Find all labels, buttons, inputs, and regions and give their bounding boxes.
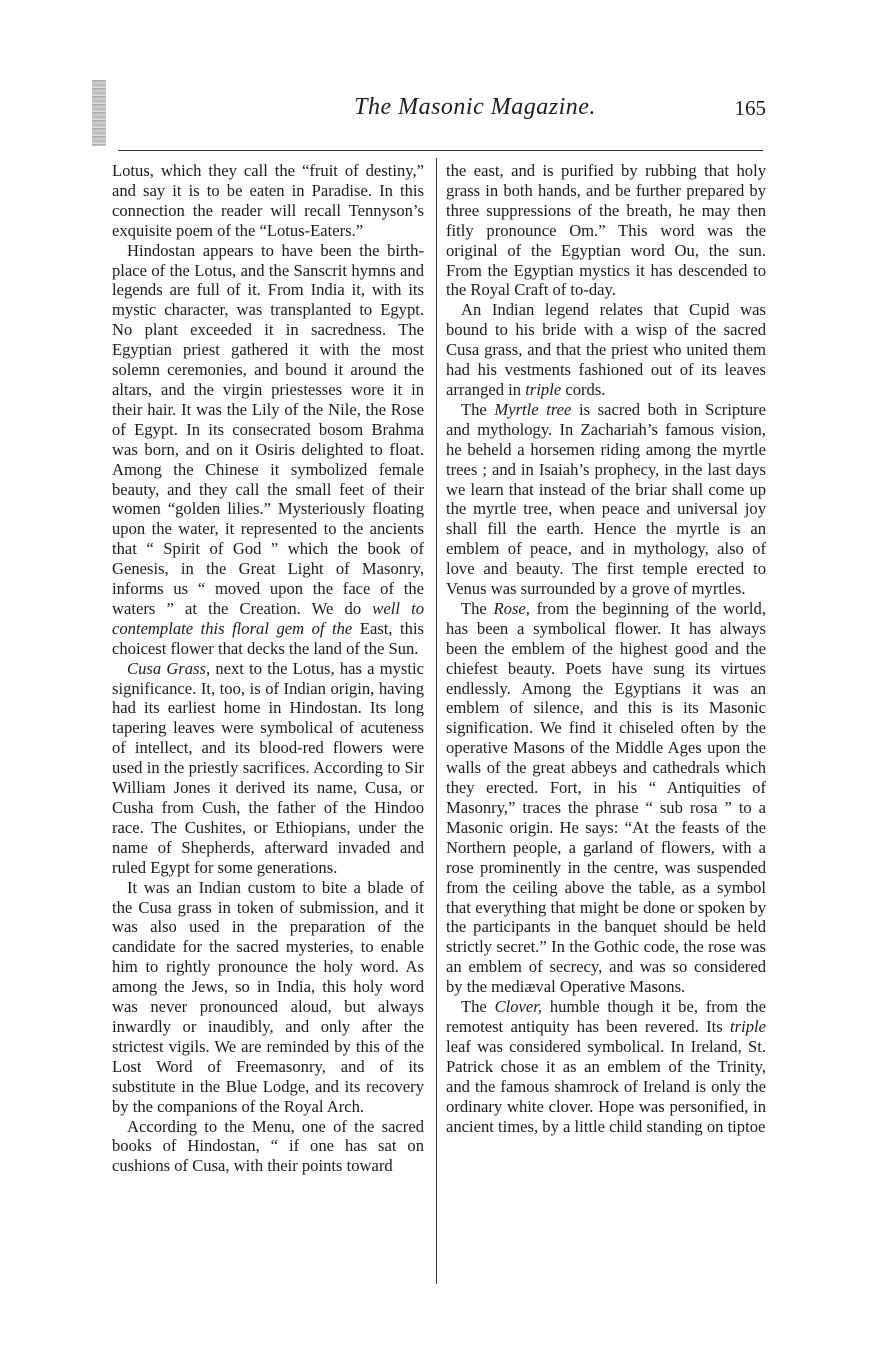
section-term: Rose, (493, 598, 530, 618)
paragraph-lead: The (461, 399, 487, 419)
paragraph (446, 400, 766, 599)
paragraph (446, 599, 766, 997)
left-column (112, 161, 424, 1176)
paragraph-text: leaf was considered symbolical. In Ireland, St. Patrick chose it as an emblem of the Trinity, and the famous shamrock of Ireland is only the ordinary white clover. Hope was personified, in ancient times, by a little child standing on tiptoe (446, 1036, 766, 1136)
section-term: Cusa Grass, (127, 658, 211, 678)
paragraph (112, 878, 424, 1117)
italic-word: triple (730, 1016, 766, 1036)
paragraph-text: It was an Indian custom to bite a blade of the Cusa grass in token of submission, and it was also used in the preparation of the candidate for the sacred mysteries, to enable him to rightly pronounce the holy word. As among the Jews, so in India, this holy word was never pronounced aloud, but always inwardly or inaudibly, and only after the strictest vigils. We are reminded by this of the Lost Word of Freemasonry, and of its substitute in the Blue Lodge, and its recovery by the companions of the Royal Arch. (112, 877, 424, 1116)
paragraph (446, 997, 766, 1136)
paragraph-text: next to the Lotus, has a mystic significance. It, too, is of Indian origin, having had its earliest home in Hindostan. Its long tapering leaves were symbolical of acuteness of intellect, and its blood-red flowers were used in the priestly sacrifices. According to Sir William Jones it derived its name, Cusa, or Cusha from Cush, the father of the Hindoo race. The Cushites, or Ethiopians, under the name of Shepherds, afterward invaded and ruled Egypt for some generations. (112, 658, 424, 877)
italic-phrase: well to contemplate this floral gem of the (112, 598, 424, 638)
paragraph-text: An Indian legend relates that Cupid was bound to his bride with a wisp of the sacred Cusa grass, and that the priest who united them had his vestments fashioned out of its leaves arranged in (446, 300, 766, 399)
header-rule (118, 150, 763, 151)
page-number: 165 (734, 96, 766, 120)
right-column (446, 161, 766, 1136)
section-term: Myrtle tree (494, 399, 572, 419)
paragraph-text: cords. (565, 379, 606, 399)
paragraph-text: Hindostan appears to have been the birth-place of the Lotus, and the Sanscrit hymns and legends are full of it. From India it, with its mystic character, was transplanted to Egypt. No plant exceeded it in sacredness. The Egyptian priest gathered it with the most solemn ceremonies, and bound it around the altars, and the virgin priestesses wore it in their hair. It was the Lily of the Nile, the Rose of Egypt. In its consecrated bosom Brahma was born, and on it Osiris delighted to float. Among the Chinese it symbolized female beauty, and they call the small feet of their women “golden lilies.” Mysteriously floating upon the water, it represented to the ancients that “ Spirit of God ” which the book of Genesis, in the Great Light of Masonry, informs us “ moved upon the face of the waters ” at the Creation. We do (112, 240, 424, 618)
margin-smudge (92, 80, 106, 146)
paragraph-text: East, this choicest flower that decks the land of the Sun. (112, 618, 425, 658)
paragraph-text: According to the Menu, one of the sacred books of Hindostan, “ if one has sat on cushions of Cusa, with their points toward (112, 1116, 424, 1176)
paragraph-text: the east, and is purified by rubbing that holy grass in both hands, and be further prepared by three suppressions of the breath, he may then fitly pronounce Om.” This word was the original of the Egyptian word Ou, the sun. From the Egyptian mystics it has descended to the Royal Craft of to-day. (446, 161, 766, 300)
paragraph (446, 300, 766, 400)
paragraph (112, 1117, 424, 1177)
paragraph (112, 659, 424, 878)
italic-word: triple (525, 379, 562, 399)
paragraph-lead: The (461, 997, 487, 1017)
paragraph (112, 161, 424, 241)
paragraph (112, 241, 424, 659)
paragraph-text: is sacred both in Scripture and mythology. In Zachariah’s famous vision, he beheld a horsemen riding among the myrtle trees ; and in Isaiah’s prophecy, in the last days we learn that instead of the briar shall come up the myrtle tree, when peace and universal joy shall fill the earth. Hence the myrtle is an emblem of peace, and in mythology, also of love and beauty. The first temple erected to Venus was surrounded by a grove of myrtles. (446, 399, 767, 599)
paragraph-lead: The (461, 598, 487, 618)
running-head (110, 88, 770, 128)
paragraph (446, 161, 766, 300)
section-term: Clover, (494, 997, 543, 1017)
paragraph-text: from the beginning of the world, has been a symbolical flower. It has always been the emblem of the highest good and the chiefest beauty. Poets have sung its virtues endlessly. Among the Egyptians it was an emblem of silence, and this is its Masonic signification. We find it chiseled often by the operative Masons of the Middle Ages upon the walls of the great abbeys and cathedrals which they erected. Fort, in his “ Antiquities of Masonry,” traces the phrase “ sub rosa ” to a Masonic origin. He says: “At the feasts of the Northern people, a garland of flowers, with a rose prominently in the centre, was suspended from the ceiling above the table, as a symbol that everything that might be done or spoken by the participants in the banquet should be held strictly secret.” In the Gothic code, the rose was an emblem of secrecy, and was so considered by the mediæval Operative Masons. (446, 598, 766, 997)
page-title: The Masonic Magazine. (354, 94, 596, 120)
column-divider (436, 158, 437, 1284)
paragraph-text: humble though it be, from the remotest antiquity has been revered. Its (446, 997, 767, 1036)
paragraph-text: Lotus, which they call the “fruit of destiny,” and say it is to be eaten in Paradise. In this connection the reader will recall Tennyson’s exquisite poem of the “Lotus-Eaters.” (112, 161, 424, 240)
